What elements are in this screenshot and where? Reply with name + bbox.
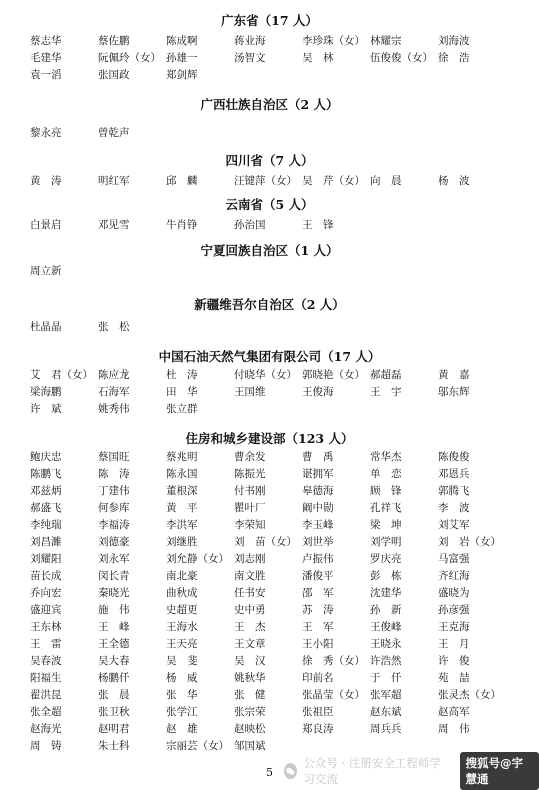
person-name: 张灵杰（女） <box>438 689 501 701</box>
person-name: 吴春波 <box>30 655 62 667</box>
person-name: 张宗荣 <box>234 706 266 718</box>
person-name: 沈建华 <box>370 587 402 599</box>
person-name: 付书刚 <box>234 485 266 497</box>
person-name: 吴 斐 <box>166 655 198 667</box>
person-name: 张国政 <box>98 69 130 81</box>
person-name: 郑良涛 <box>302 723 334 735</box>
person-name: 周立新 <box>30 265 62 277</box>
person-name: 蔡佐鹏 <box>98 35 130 47</box>
person-name: 盛迎宾 <box>30 604 62 616</box>
person-name: 苏 涛 <box>302 604 334 616</box>
person-name: 李纯瑞 <box>30 519 62 531</box>
person-name: 艾 君（女） <box>30 369 93 381</box>
province-section <box>0 196 539 234</box>
person-name: 丁建伟 <box>98 485 130 497</box>
person-name: 赵东斌 <box>370 706 402 718</box>
section-title: 宁夏回族自治区（1 人） <box>200 243 339 258</box>
page-number: 5 <box>266 766 273 779</box>
person-name: 黄 平 <box>166 502 198 514</box>
person-name: 王晓永 <box>370 638 402 650</box>
person-name: 刘 岩（女） <box>438 536 501 548</box>
person-name: 王 宇 <box>370 386 402 398</box>
name-list <box>30 319 539 336</box>
person-name: 向 晨 <box>370 175 402 187</box>
person-name: 陈成啊 <box>166 35 198 47</box>
person-name: 刘昌濉 <box>30 536 62 548</box>
document-body <box>0 12 539 755</box>
person-name: 刘 苗（女） <box>234 536 297 548</box>
person-name: 常华杰 <box>370 451 402 463</box>
person-name: 黄 涛 <box>30 175 62 187</box>
person-name: 张晶莹（女） <box>302 689 365 701</box>
person-name: 汤智文 <box>234 52 266 64</box>
person-name: 刘德豪 <box>98 536 130 548</box>
person-name: 阮佩玲（女） <box>98 52 161 64</box>
person-name: 伍俊俊（女） <box>370 52 433 64</box>
person-name: 许 俊 <box>438 655 470 667</box>
person-name: 于 仟 <box>370 672 402 684</box>
person-name: 孙彦强 <box>438 604 470 616</box>
person-name: 王俊峰 <box>370 621 402 633</box>
person-name: 孙 新 <box>370 604 402 616</box>
person-name: 吴 林 <box>302 52 334 64</box>
person-name: 邱 麟 <box>166 175 198 187</box>
person-name: 孙雄一 <box>166 52 198 64</box>
person-name: 皋德海 <box>302 485 334 497</box>
person-name: 邓见雪 <box>98 219 130 231</box>
person-name: 李福涛 <box>98 519 130 531</box>
person-name: 王 雷 <box>30 638 62 650</box>
province-section <box>0 348 539 418</box>
person-name: 郭腾飞 <box>438 485 470 497</box>
person-name: 乔向宏 <box>30 587 62 599</box>
person-name: 姚秀伟 <box>98 403 130 415</box>
person-name: 徐 秀（女） <box>302 655 365 667</box>
section-title: 中国石油天然气集团有限公司（17 人） <box>158 349 381 364</box>
watermark-text: 公众号 · 注册安全工程师学习交流 <box>303 756 441 786</box>
person-name: 卢振伟 <box>302 553 334 565</box>
person-name: 张立群 <box>166 403 198 415</box>
person-name: 吴 芹（女） <box>302 175 365 187</box>
person-name: 徐 浩 <box>438 52 470 64</box>
name-list <box>30 33 539 84</box>
person-name: 李珍珠（女） <box>302 35 365 47</box>
person-name: 史中勇 <box>234 604 266 616</box>
person-name: 孔祥飞 <box>370 502 402 514</box>
person-name: 杜晶晶 <box>30 321 62 333</box>
person-name: 潘俊平 <box>302 570 334 582</box>
person-name: 王俊海 <box>302 386 334 398</box>
person-name: 王克海 <box>438 621 470 633</box>
person-name: 郝盛飞 <box>30 502 62 514</box>
person-name: 齐红海 <box>438 570 470 582</box>
person-name: 汪键萍（女） <box>234 175 297 187</box>
person-name: 李荣知 <box>234 519 266 531</box>
person-name: 刘世举 <box>302 536 334 548</box>
person-name: 刘永军 <box>98 553 130 565</box>
person-name: 彭 栋 <box>370 570 402 582</box>
person-name: 明红军 <box>98 175 130 187</box>
person-name: 王海水 <box>166 621 198 633</box>
person-name: 刘允静（女） <box>166 553 229 565</box>
person-name: 刘艾军 <box>438 519 470 531</box>
person-name: 王小阳 <box>302 638 334 650</box>
person-name: 蔡国旺 <box>98 451 130 463</box>
person-name: 刘海波 <box>438 35 470 47</box>
person-name: 吴 汉 <box>234 655 266 667</box>
person-name: 毛建华 <box>30 52 62 64</box>
person-name: 周兵兵 <box>370 723 402 735</box>
name-list <box>30 173 539 190</box>
person-name: 秦晓光 <box>98 587 130 599</box>
section-title: 新疆维吾尔自治区（2 人） <box>194 297 345 312</box>
person-name: 瞿叶厂 <box>234 502 266 514</box>
person-name: 邓恩兵 <box>438 468 470 480</box>
person-name: 石海军 <box>98 386 130 398</box>
person-name: 张卫秋 <box>98 706 130 718</box>
province-section <box>0 152 539 190</box>
province-section <box>0 12 539 84</box>
section-title: 四川省（7 人） <box>225 153 314 168</box>
province-section <box>0 296 539 336</box>
person-name: 南文胜 <box>234 570 266 582</box>
person-name: 王天亮 <box>166 638 198 650</box>
person-name: 南北豪 <box>166 570 198 582</box>
person-name: 林耀宗 <box>370 35 402 47</box>
person-name: 张学江 <box>166 706 198 718</box>
person-name: 曾乾声 <box>98 127 130 139</box>
person-name: 蔡兆明 <box>166 451 198 463</box>
person-name: 陈振光 <box>234 468 266 480</box>
person-name: 许浩然 <box>370 655 402 667</box>
person-name: 史超更 <box>166 604 198 616</box>
person-name: 邓兹炳 <box>30 485 62 497</box>
person-name: 施 伟 <box>98 604 130 616</box>
person-name: 郑剑辉 <box>166 69 198 81</box>
section-title: 住房和城乡建设部（123 人） <box>185 431 354 446</box>
person-name: 赵映松 <box>234 723 266 735</box>
person-name: 单 恋 <box>370 468 402 480</box>
person-name: 周 铸 <box>30 740 62 752</box>
person-name: 刘耀阳 <box>30 553 62 565</box>
person-name: 刘学明 <box>370 536 402 548</box>
person-name: 翟洪昆 <box>30 689 62 701</box>
person-name: 许 斌 <box>30 403 62 415</box>
person-name: 刘继胜 <box>166 536 198 548</box>
person-name: 罗庆亮 <box>370 553 402 565</box>
person-name: 蒋业海 <box>234 35 266 47</box>
person-name: 曲秋成 <box>166 587 198 599</box>
person-name: 邵 军 <box>302 587 334 599</box>
person-name: 刘志刚 <box>234 553 266 565</box>
person-name: 黄 嘉 <box>438 369 470 381</box>
person-name: 王 军 <box>302 621 334 633</box>
person-name: 蔡志华 <box>30 35 62 47</box>
person-name: 孙治国 <box>234 219 266 231</box>
person-name: 印前名 <box>302 672 334 684</box>
person-name: 宗丽芸（女） <box>166 740 229 752</box>
person-name: 袁一滔 <box>30 69 62 81</box>
person-name: 张 华 <box>166 689 198 701</box>
person-name: 陈俊俊 <box>438 451 470 463</box>
person-name: 盛晓为 <box>438 587 470 599</box>
province-section <box>0 430 539 755</box>
person-name: 陈应龙 <box>98 369 130 381</box>
person-name: 杨鹏仟 <box>98 672 130 684</box>
person-name: 何参库 <box>98 502 130 514</box>
person-name: 王 锋 <box>302 219 334 231</box>
person-name: 曹余发 <box>234 451 266 463</box>
watermark <box>284 758 539 784</box>
person-name: 王全德 <box>98 638 130 650</box>
person-name: 赵高军 <box>438 706 470 718</box>
person-name: 梁 坤 <box>370 519 402 531</box>
person-name: 郝超磊 <box>370 369 402 381</box>
person-name: 付晓华（女） <box>234 369 297 381</box>
person-name: 陈 涛 <box>98 468 130 480</box>
province-section <box>0 242 539 280</box>
person-name: 董根深 <box>166 485 198 497</box>
person-name: 王 月 <box>438 638 470 650</box>
person-name: 王 峰 <box>98 621 130 633</box>
person-name: 苑 喆 <box>438 672 470 684</box>
person-name: 黎永亮 <box>30 127 62 139</box>
person-name: 牛肖铮 <box>166 219 198 231</box>
person-name: 姚秋华 <box>234 672 266 684</box>
person-name: 阚中勋 <box>302 502 334 514</box>
person-name: 邹国斌 <box>234 740 266 752</box>
person-name: 陈永国 <box>166 468 198 480</box>
person-name: 顾 锋 <box>370 485 402 497</box>
section-title: 云南省（5 人） <box>225 197 314 212</box>
person-name: 赵明君 <box>98 723 130 735</box>
name-list <box>30 217 539 234</box>
person-name: 鲍庆忠 <box>30 451 62 463</box>
person-name: 张 松 <box>98 321 130 333</box>
person-name: 朱士科 <box>98 740 130 752</box>
name-list <box>30 263 539 280</box>
person-name: 谌拥军 <box>302 468 334 480</box>
person-name: 梁海鹏 <box>30 386 62 398</box>
person-name: 李洪军 <box>166 519 198 531</box>
wechat-official-account-icon <box>284 763 297 779</box>
name-list <box>30 367 539 418</box>
person-name: 张军超 <box>370 689 402 701</box>
person-name: 李玉峰 <box>302 519 334 531</box>
person-name: 马富强 <box>438 553 470 565</box>
person-name: 张 晨 <box>98 689 130 701</box>
person-name: 曹 禹 <box>302 451 334 463</box>
person-name: 王东林 <box>30 621 62 633</box>
section-title: 广东省（17 人） <box>221 13 318 28</box>
person-name: 任书安 <box>234 587 266 599</box>
person-name: 张 健 <box>234 689 266 701</box>
person-name: 白景启 <box>30 219 62 231</box>
name-list <box>30 125 539 142</box>
person-name: 李 波 <box>438 502 470 514</box>
person-name: 田 华 <box>166 386 198 398</box>
person-name: 苗长成 <box>30 570 62 582</box>
person-name: 王文章 <box>234 638 266 650</box>
person-name: 杨 波 <box>438 175 470 187</box>
person-name: 王国维 <box>234 386 266 398</box>
person-name: 杨 威 <box>166 672 198 684</box>
person-name: 周 伟 <box>438 723 470 735</box>
person-name: 陈鹏飞 <box>30 468 62 480</box>
person-name: 赵 雄 <box>166 723 198 735</box>
province-section <box>0 96 539 142</box>
person-name: 郭晓艳（女） <box>302 369 365 381</box>
name-list <box>30 449 539 755</box>
person-name: 吴大春 <box>98 655 130 667</box>
person-name: 张祖臣 <box>302 706 334 718</box>
person-name: 张全超 <box>30 706 62 718</box>
person-name: 邬东辉 <box>438 386 470 398</box>
person-name: 阳福生 <box>30 672 62 684</box>
person-name: 闵长青 <box>98 570 130 582</box>
person-name: 王 杰 <box>234 621 266 633</box>
watermark-badge: 搜狐号@宇慧通 <box>460 752 539 790</box>
section-title: 广西壮族自治区（2 人） <box>200 97 339 112</box>
person-name: 杜 涛 <box>166 369 198 381</box>
person-name: 赵海光 <box>30 723 62 735</box>
